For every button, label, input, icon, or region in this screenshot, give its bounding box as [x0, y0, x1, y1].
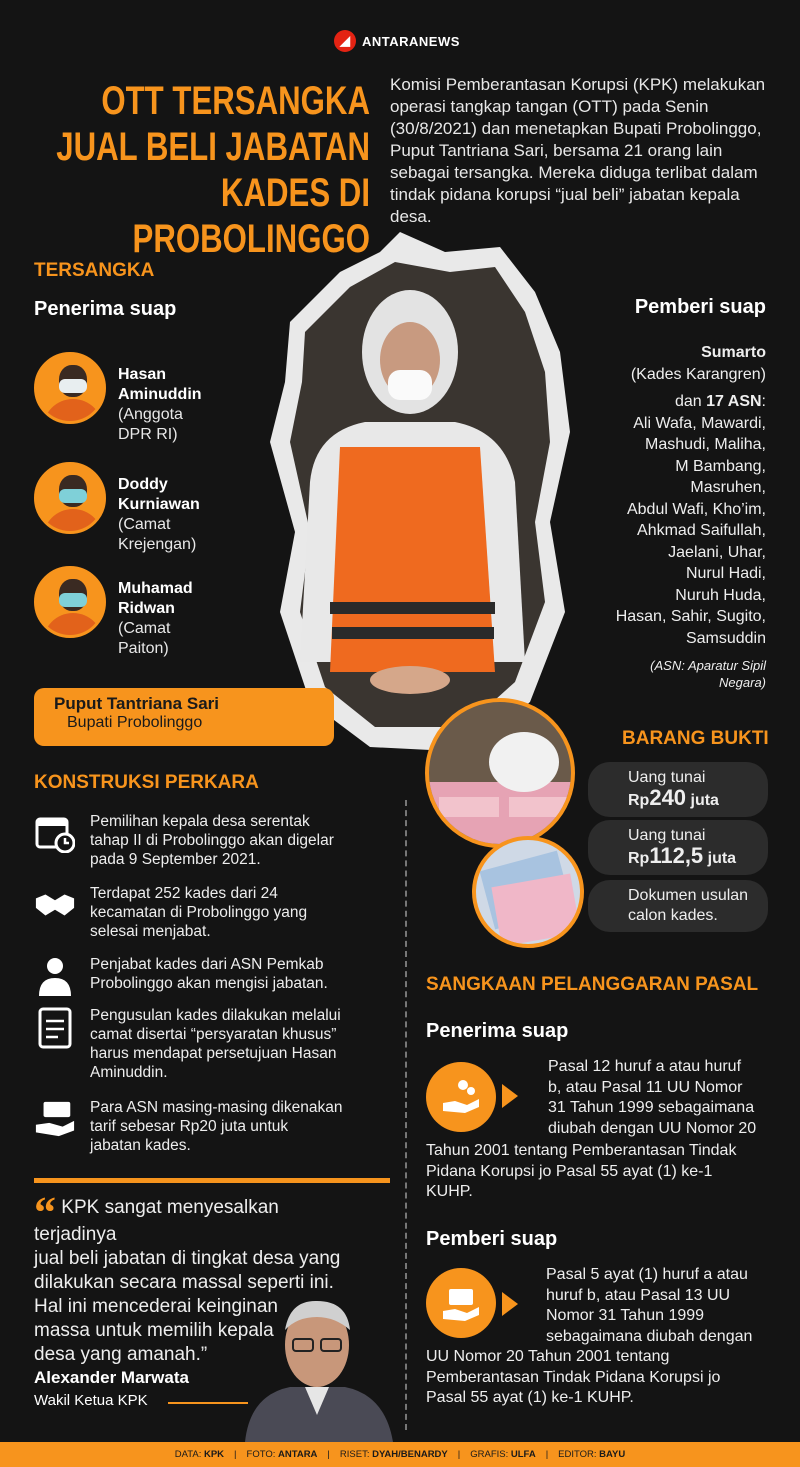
pemberi-list [616, 342, 766, 691]
konstruksi-text: Probolinggo akan mengisi jabatan. [90, 975, 328, 992]
avatar [34, 462, 106, 534]
evidence-money-photo [425, 698, 575, 848]
title-line-3: KADES DI PROBOLINGGO [132, 171, 370, 261]
konstruksi-item [34, 884, 307, 941]
intro-paragraph: Komisi Pemberantasan Korupsi (KPK) melakukan operasi tangkap tangan (OTT) pada Senin (30/8/2021) dan menetapkan Bupati Probolinggo, Puput Tantriana Sari, bersama 21 orang lain sebagai tersangka. Mereka diduga terlibat dalam tindak pidana korupsi “jual beli” jabatan kepala desa. [390, 75, 766, 226]
konstruksi-text: selesai menjabat. [90, 923, 211, 940]
tersangka-heading: TERSANGKA [34, 260, 155, 281]
suspect-card [34, 352, 202, 445]
pasal-penerima-heading: Penerima suap [426, 1020, 569, 1042]
konstruksi-text: Para ASN masing-masing dikenakan [90, 1099, 343, 1116]
suspect-photo [270, 232, 570, 752]
konstruksi-text: Pemilihan kepala desa serentak [90, 813, 310, 830]
suspect-name: Hasan [118, 366, 167, 383]
konstruksi-item [34, 1006, 341, 1082]
asn-intro: dan 17 ASN: [674, 393, 766, 410]
quote-mark-icon: “ [34, 1188, 56, 1237]
konstruksi-item [34, 955, 328, 997]
pasal-pemberi-text: Pasal 5 ayat (1) huruf a atau huruf b, atau Pasal 13 UU Nomor 31 Tahun 1999 sebagaimana diubah dengan [546, 1266, 753, 1345]
pemberi-name: Sumarto [701, 344, 766, 361]
suspect-role: (Anggota [118, 406, 183, 423]
calendar-clock-icon [34, 812, 76, 854]
asn-note: (ASN: Aparatur Sipil Negara) [650, 658, 766, 690]
quote-line: jual beli jabatan di tingkat desa yang [34, 1248, 341, 1269]
suspect-name: Aminuddin [118, 386, 202, 403]
suspect-role: (Camat [118, 620, 171, 637]
konstruksi-text: harus mendapat persetujuan Hasan [90, 1045, 337, 1062]
asn-name-line: Nuruh Huda, [675, 586, 766, 604]
credit-riset: RISET: DYAH/BENARDY [339, 1449, 448, 1460]
suspect-name: Doddy [118, 476, 168, 493]
credits-footer: DATA: KPK | FOTO: ANTARA | RISET: DYAH/BENARDY | GRAFIS: ULFA | EDITOR: BAYU [0, 1442, 800, 1467]
suspect-role: Krejengan) [118, 536, 197, 553]
konstruksi-heading: KONSTRUKSI PERKARA [34, 772, 259, 793]
money-hand-icon [34, 1098, 76, 1140]
evidence-label: Dokumen usulan [628, 887, 749, 904]
asn-count: 17 ASN [706, 393, 762, 410]
handshake-icon [34, 884, 76, 926]
evidence-label: Uang tunai [628, 827, 706, 844]
antara-logo-icon: ◢ [334, 30, 356, 52]
konstruksi-text: jabatan kades. [90, 1137, 191, 1154]
asn-name-line: Samsuddin [685, 629, 766, 647]
konstruksi-text: camat disertai “persyaratan khusus” [90, 1026, 337, 1043]
penerima-heading: Penerima suap [34, 298, 177, 320]
evidence-item: Uang tunai Rp112,5 juta [588, 820, 768, 875]
evidence-document-photo [472, 836, 584, 948]
suspect-name: Ridwan [118, 600, 175, 617]
bupati-name: Puput Tantriana Sari [54, 694, 219, 713]
quote-line: KPK sangat menyesalkan terjadinya [34, 1197, 279, 1245]
konstruksi-text: tahap II di Probolinggo akan digelar [90, 832, 334, 849]
suspect-name: Kurniawan [118, 496, 200, 513]
section-divider [34, 1178, 390, 1183]
quote-line: desa yang amanah.” [34, 1344, 208, 1365]
asn-name-line: M Bambang, [675, 457, 766, 475]
konstruksi-item [34, 1098, 342, 1155]
evidence-amount: 240 [649, 785, 687, 810]
avatar [34, 566, 106, 638]
suspect-role: DPR RI) [118, 426, 178, 443]
evidence-item [588, 880, 768, 932]
asn-name-line: Ahkmad Saifullah, [637, 522, 766, 539]
brand-logo [334, 30, 460, 52]
suspect-role: (Camat [118, 516, 171, 533]
brand-logo-text: ANTARANEWS [362, 33, 460, 49]
konstruksi-item [34, 812, 334, 869]
arrow-right-icon [502, 1292, 518, 1316]
konstruksi-text: Penjabat kades dari ASN Pemkab [90, 956, 324, 973]
pasal-penerima-text-cont: Tahun 2001 tentang Pemberantasan Tindak Pidana Korupsi jo Pasal 55 ayat (1) ke-1 KUHP. [426, 1142, 737, 1200]
pasal-pemberi-heading: Pemberi suap [426, 1228, 558, 1250]
suspect-card [34, 462, 200, 555]
asn-name-line: Abdul Wafi, Kho’im, [626, 500, 766, 518]
suspect-name: Muhamad [118, 580, 193, 597]
quote-line: dilakukan secara massal seperti ini. [34, 1272, 334, 1293]
asn-name-line: Jaelani, Uhar, [668, 543, 766, 561]
pasal-pemberi-text-cont: UU Nomor 20 Tahun 2001 tentang Pemberantasan Tindak Pidana Korupsi jo Pasal 55 ayat (1) ke-1 KUHP. [426, 1348, 721, 1406]
quote-line: massa untuk memilih kepala [34, 1320, 274, 1341]
quote-author: Alexander Marwata [34, 1368, 189, 1387]
credit-editor: EDITOR: BAYU [558, 1449, 626, 1460]
evidence-label: Uang tunai [628, 769, 706, 786]
column-divider [405, 800, 407, 1430]
pemberi-role: (Kades Karangren) [630, 365, 766, 383]
quote-line: Hal ini mencederai keinginan [34, 1296, 278, 1317]
checklist-document-icon [34, 1006, 76, 1048]
credit-data: DATA: KPK [174, 1449, 225, 1460]
barang-bukti-heading: BARANG BUKTI [622, 728, 769, 749]
author-portrait [235, 1295, 400, 1442]
suspect-card [34, 566, 193, 659]
asn-name-line: Mashudi, Maliha, [645, 436, 766, 453]
asn-name-line: Nurul Hadi, [685, 565, 766, 582]
konstruksi-text: Pengusulan kades dilakukan melalui [90, 1007, 341, 1024]
official-person-icon [34, 955, 76, 997]
konstruksi-text: pada 9 September 2021. [90, 851, 261, 868]
suspect-role: Paiton) [118, 640, 169, 657]
evidence-label: calon kades. [628, 907, 718, 924]
asn-name-line: Ali Wafa, Mawardi, [633, 414, 766, 432]
credit-grafis: GRAFIS: ULFA [470, 1449, 536, 1460]
evidence-amount: 112,5 [649, 843, 704, 868]
quote-author-role: Wakil Ketua KPK [34, 1392, 148, 1409]
title-line-1: OTT TERSANGKA [101, 79, 370, 123]
bupati-role: Bupati Probolinggo [67, 714, 203, 731]
arrow-right-icon [502, 1084, 518, 1108]
pasal-penerima-text: Pasal 12 huruf a atau huruf b, atau Pasal 11 UU Nomor 31 Tahun 1999 sebagaimana diubah dengan UU Nomor 20 [548, 1058, 757, 1137]
asn-name-line: Hasan, Sahir, Sugito, [615, 608, 766, 625]
pasal-heading: SANGKAAN PELANGGARAN PASAL [426, 974, 759, 995]
hand-coins-icon [426, 1062, 496, 1132]
bupati-box [34, 688, 334, 746]
konstruksi-text: tarif sebesar Rp20 juta untuk [90, 1118, 289, 1135]
money-envelope-icon [426, 1268, 496, 1338]
evidence-item: Uang tunai Rp240 juta [588, 762, 768, 817]
konstruksi-text: Terdapat 252 kades dari 24 [90, 885, 278, 902]
konstruksi-text: Aminuddin. [90, 1064, 168, 1081]
title-line-2: JUAL BELI JABATAN [56, 125, 370, 169]
asn-name-line: Masruhen, [690, 479, 766, 496]
pemberi-heading: Pemberi suap [634, 296, 766, 318]
credit-foto: FOTO: ANTARA [246, 1449, 318, 1460]
avatar [34, 352, 106, 424]
konstruksi-text: kecamatan di Probolinggo yang [90, 904, 308, 921]
